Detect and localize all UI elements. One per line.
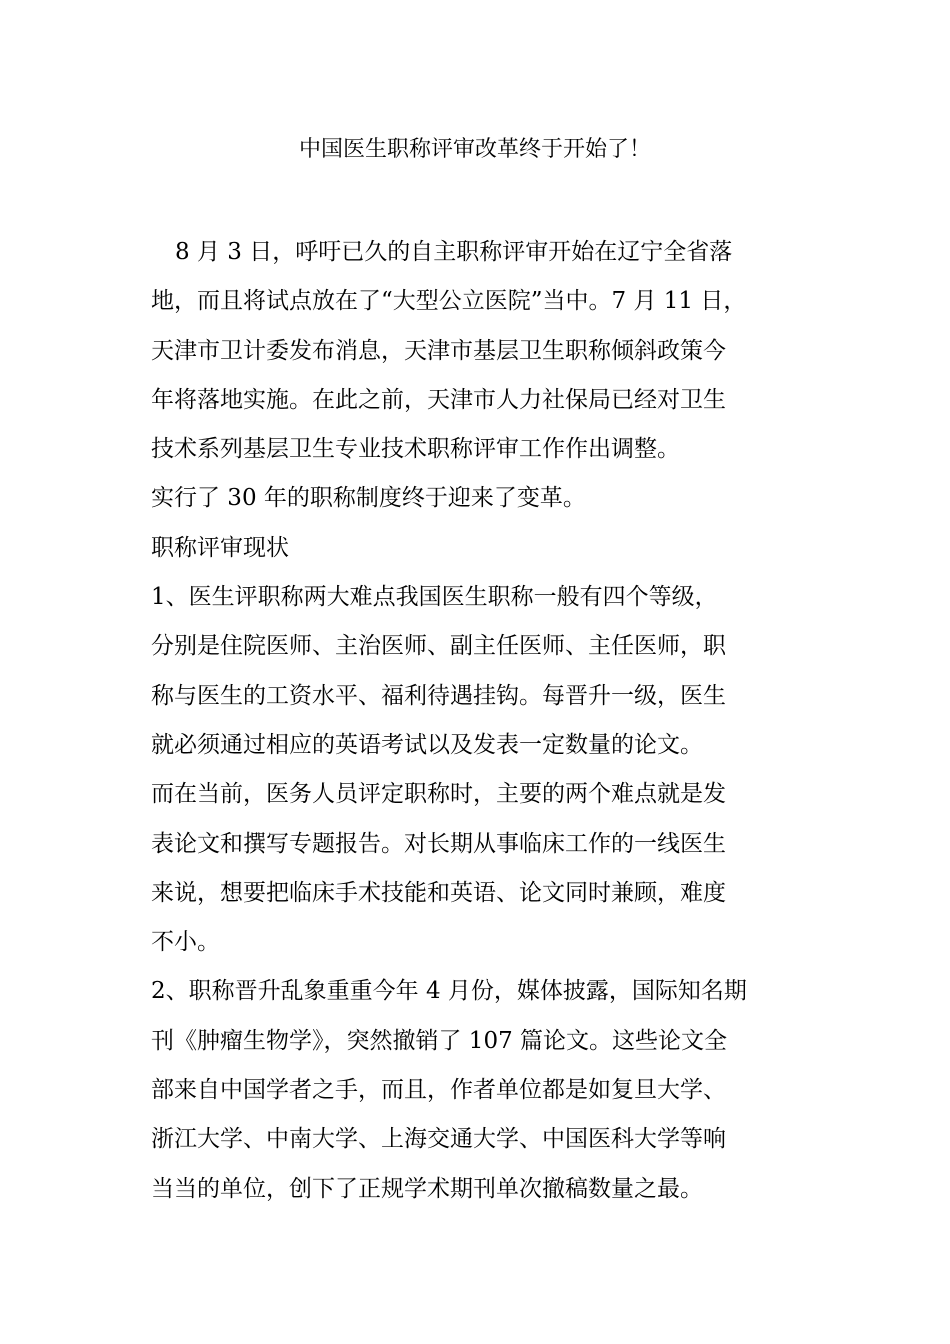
body-line-4: 年将落地实施。在此之前，天津市人力社保局已经对卫生 [151, 386, 726, 413]
document-title: 中国医生职称评审改革终于开始了！ [298, 137, 651, 162]
body-line-8: 1、医生评职称两大难点我国医生职称一般有四个等级， [151, 584, 718, 611]
body-line-18: 部来自中国学者之手，而且，作者单位都是如复旦大学、 [151, 1077, 726, 1104]
body-line-5: 技术系列基层卫生专业技术职称评审工作作出调整。 [151, 436, 680, 463]
body-line-14: 来说，想要把临床手术技能和英语、论文同时兼顾，难度 [151, 879, 726, 906]
body-line-20: 当当的单位，创下了正规学术期刊单次撤稿数量之最。 [151, 1175, 703, 1202]
section-heading: 职称评审现状 [151, 534, 289, 561]
body-line-17: 刊《肿瘤生物学》，突然撤销了 107 篇论文。这些论文全 [151, 1027, 728, 1054]
body-line-1: 8 月 3 日，呼吁已久的自主职称评审开始在辽宁全省落 [175, 239, 733, 265]
body-line-6: 实行了 30 年的职称制度终于迎来了变革。 [151, 485, 586, 512]
body-line-10: 称与医生的工资水平、福利待遇挂钩。每晋升一级，医生 [151, 682, 726, 709]
body-line-9: 分别是住院医师、主治医师、副主任医师、主任医师，职 [151, 633, 726, 660]
body-line-2: 地，而且将试点放在了“大型公立医院”当中。7 月 11 日， [151, 288, 747, 315]
body-line-16: 2、职称晋升乱象重重今年 4 月份，媒体披露，国际知名期 [151, 978, 747, 1005]
body-line-3: 天津市卫计委发布消息，天津市基层卫生职称倾斜政策今 [151, 337, 726, 364]
body-line-12: 而在当前，医务人员评定职称时，主要的两个难点就是发 [151, 781, 726, 808]
body-line-19: 浙江大学、中南大学、上海交通大学、中国医科大学等响 [151, 1126, 726, 1153]
body-line-15: 不小。 [151, 929, 220, 956]
body-line-13: 表论文和撰写专题报告。对长期从事临床工作的一线医生 [151, 830, 726, 857]
body-line-11: 就必须通过相应的英语考试以及发表一定数量的论文。 [151, 731, 703, 758]
document-body [151, 228, 806, 1214]
